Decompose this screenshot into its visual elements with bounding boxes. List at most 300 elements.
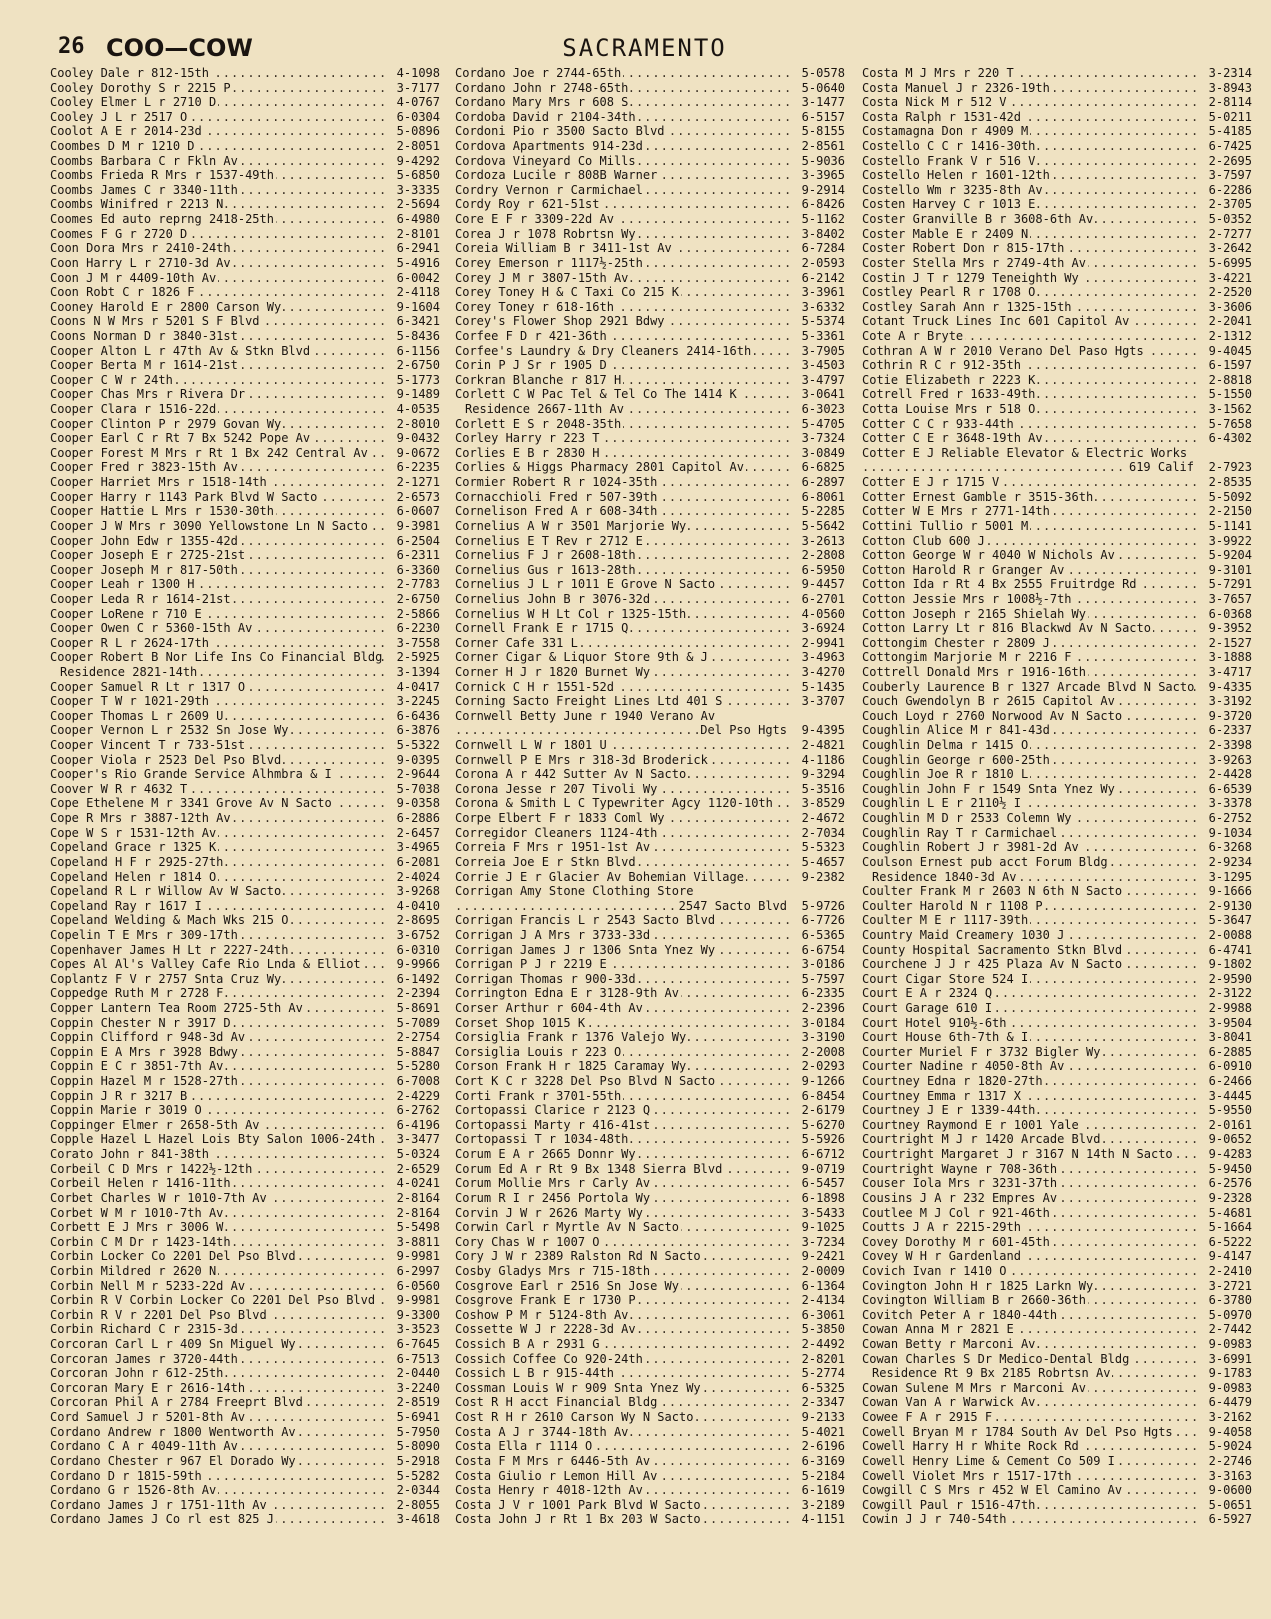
listing-name: Costley Pearl R r 1708 O	[862, 285, 1036, 300]
listing-entry	[455, 709, 845, 724]
listing-name: Corser Arthur r 604-4th Av	[455, 1001, 643, 1015]
listing-name: Corey Toney H & C Taxi Co 215 K	[455, 285, 679, 300]
listing-name: Cortopassi Clarice r 2123 Q	[455, 1103, 651, 1118]
listing-name: Cooper Chas Mrs r Rivera Dr	[50, 387, 246, 402]
phone-number: 9-1666	[1208, 884, 1252, 899]
listing-name: Cordano Mary Mrs r 608 S	[455, 95, 629, 110]
listing-entry	[455, 1147, 845, 1162]
listing-name: Cooley Dale r 812-15th	[50, 66, 209, 80]
listing-entry	[455, 1016, 845, 1031]
phone-number: 5-1550	[1208, 387, 1252, 402]
phone-number: 9-2133	[801, 1410, 845, 1425]
listing-name: Courtright Margaret J r 3167 N 14th N Sacto	[862, 1147, 1173, 1162]
listing-entry	[455, 826, 845, 841]
listing-entry	[455, 811, 845, 826]
listing-entry	[50, 1030, 440, 1045]
listing-entry	[455, 154, 845, 169]
phone-number: 6-0304	[396, 109, 440, 124]
listing-entry	[50, 1045, 440, 1060]
listing-name: Copes Al Al's Valley Cafe Rio Lnda & Elliot	[50, 957, 361, 972]
phone-number: 6-7513	[396, 1351, 440, 1366]
listing-name: Coulter Harold N r 1108 P	[862, 898, 1043, 913]
listing-name: Court House 6th-7th & I	[862, 1030, 1029, 1045]
listing-name: Costa J V r 1001 Park Blvd W Sacto	[455, 1497, 701, 1512]
listing-entry	[455, 957, 845, 972]
listing-entry	[862, 767, 1252, 782]
phone-number: 6-3360	[396, 562, 440, 577]
listing-entry	[455, 694, 845, 709]
listing-name: Cotton Joseph r 2165 Shielah Wy	[862, 606, 1086, 621]
listing-entry	[455, 534, 845, 549]
listing-name: Cossette W J r 2228-3d Av	[455, 1322, 636, 1337]
listing-name: Cowan Anna M r 2821 E	[862, 1322, 1014, 1337]
phone-number: 6-8061	[801, 489, 845, 504]
phone-number: 6-1364	[801, 1278, 845, 1293]
listing-entry	[50, 110, 440, 125]
listing-entry	[50, 373, 440, 388]
listing-entry	[862, 694, 1252, 709]
listing-name: Cotant Truck Lines Inc 601 Capitol Av	[862, 314, 1130, 329]
phone-number: 6-4479	[1208, 1395, 1252, 1410]
listing-entry	[862, 1293, 1252, 1308]
phone-number: 3-2721	[1208, 1278, 1252, 1293]
phone-number: 2-9941	[801, 635, 845, 650]
listing-name: Costa Ella r 1114 O	[455, 1439, 593, 1454]
phone-number: 5-2774	[801, 1366, 845, 1381]
phone-number: 5-8847	[396, 1044, 440, 1059]
phone-number: 2-2150	[1208, 504, 1252, 519]
phone-number: 6-7008	[396, 1074, 440, 1089]
listing-name: Cooper Joseph E r 2725-21st	[50, 548, 246, 563]
listing-name: Costa Ralph r 1531-42d	[862, 109, 1021, 124]
listing-name: Corum E A r 2665 Donnr Wy	[455, 1147, 636, 1162]
listing-name: Cordova Apartments 914-23d	[455, 139, 643, 154]
phone-number: 4-1098	[396, 66, 440, 80]
phone-number: 2-7277	[1208, 226, 1252, 241]
listing-entry	[455, 1030, 845, 1045]
listing-entry	[50, 694, 440, 709]
column-2	[455, 66, 845, 1527]
listing-entry	[455, 1001, 845, 1016]
listing-name: Cotter C E r 3648-19th Av	[862, 431, 1043, 446]
phone-number: 6-2337	[1208, 723, 1252, 738]
phone-number: 2-8519	[396, 1395, 440, 1410]
phone-number: 3-3965	[801, 168, 845, 183]
listing-entry	[50, 1191, 440, 1206]
listing-name: Cowee F A r 2915 F	[862, 1410, 993, 1425]
phone-number: 6-2762	[396, 1103, 440, 1118]
phone-number: 6-2335	[801, 986, 845, 1001]
phone-number: 5-5323	[801, 840, 845, 855]
phone-number: 4-0241	[396, 1176, 440, 1191]
listing-entry	[862, 1045, 1252, 1060]
listing-name: Costa Giulio r Lemon Hill Av	[455, 1468, 658, 1483]
listing-name: Courtright M J r 1420 Arcade Blvd	[862, 1132, 1101, 1147]
phone-number: 2-6179	[801, 1103, 845, 1118]
listing-entry	[862, 358, 1252, 373]
phone-number: 9-2421	[801, 1249, 845, 1264]
phone-number: 5-8691	[396, 1001, 440, 1015]
listing-name: Coster Mable E r 2409 N	[862, 226, 1029, 241]
listing-entry	[862, 563, 1252, 578]
listing-entry	[862, 855, 1252, 870]
listing-entry	[862, 913, 1252, 928]
listing-name: Cottrell Donald Mrs r 1916-16th	[862, 664, 1086, 679]
phone-number: 6-8454	[801, 1088, 845, 1103]
listing-entry	[50, 1454, 440, 1469]
listing-entry	[862, 227, 1252, 242]
listing-entry	[862, 1381, 1252, 1396]
listing-entry	[862, 972, 1252, 987]
phone-number: 3-2162	[1208, 1410, 1252, 1425]
phone-number: 3-3335	[396, 182, 440, 197]
phone-number: 5-9024	[1208, 1439, 1252, 1454]
listing-entry	[862, 417, 1252, 432]
listing-entry	[455, 650, 845, 665]
listing-name: Cooney Harold E r 2800 Carson Wy	[50, 299, 282, 314]
phone-number: 6-2230	[396, 621, 440, 636]
listing-entry	[862, 1147, 1252, 1162]
listing-entry	[50, 124, 440, 139]
phone-number: 6-1156	[396, 343, 440, 358]
phone-number: 6-2235	[396, 460, 440, 475]
listing-name: Coppin E C r 3851-7th Av	[50, 1059, 224, 1074]
listing-entry	[455, 285, 845, 300]
listing-name: Cornelius F J r 2608-18th	[455, 548, 636, 563]
listing-entry	[862, 592, 1252, 607]
phone-number: 2-8561	[801, 139, 845, 154]
listing-entry	[50, 650, 440, 665]
phone-number: 2-9130	[1208, 898, 1252, 913]
phone-number: 2-4118	[396, 285, 440, 300]
phone-number: 5-9726	[801, 898, 845, 913]
listing-name: Corin P J Sr r 1905 D	[455, 358, 607, 373]
listing-entry	[455, 344, 845, 359]
phone-number: 6-0607	[396, 504, 440, 519]
listing-name: Cossich L B r 915-44th	[455, 1366, 614, 1381]
phone-number: 2-2394	[396, 986, 440, 1001]
listing-entry	[50, 446, 440, 461]
listing-name: Correia Joe E r Stkn Blvd	[455, 854, 636, 869]
listing-entry	[455, 197, 845, 212]
listing-entry	[862, 168, 1252, 183]
listing-name: Costamagna Don r 4909 M	[862, 124, 1029, 139]
phone-number: 2-8051	[396, 139, 440, 154]
listing-entry	[50, 1176, 440, 1191]
listing-entry	[455, 1483, 845, 1498]
listing-name: Courtney J E r 1339-44th	[862, 1103, 1036, 1118]
listing-name: Cosgrove Frank E r 1730 P	[455, 1293, 636, 1308]
phone-number: 5-0970	[1208, 1307, 1252, 1322]
listing-name: Coster Stella Mrs r 2749-4th Av	[862, 255, 1086, 270]
listing-name: Couser Iola Mrs r 3231-37th	[862, 1176, 1058, 1191]
listing-name: Corrigan P J r 2219 E	[455, 957, 607, 972]
listing-entry	[50, 402, 440, 417]
phone-number: 3-3477	[396, 1132, 440, 1147]
listing-name: Cornelius A W r 3501 Marjorie Wy	[455, 518, 687, 533]
phone-number: 5-7291	[1208, 577, 1252, 592]
listing-name: Corrigan James J r 1306 Snta Ynez Wy	[455, 942, 716, 957]
listing-entry	[455, 1381, 845, 1396]
listing-name: Corrigan Thomas r 900-33d	[455, 971, 636, 986]
phone-number: 2-2396	[801, 1001, 845, 1015]
listing-name: Corning Sacto Freight Lines Ltd 401 S	[455, 694, 723, 709]
listing-entry	[50, 870, 440, 885]
listing-entry	[50, 840, 440, 855]
phone-number: 9-9981	[396, 1293, 440, 1308]
phone-number: 5-4705	[801, 416, 845, 431]
phone-number: 6-3169	[801, 1453, 845, 1468]
listing-entry	[455, 607, 845, 622]
listing-entry	[455, 1366, 845, 1381]
phone-number: 3-1562	[1208, 402, 1252, 417]
listing-entry	[50, 1410, 440, 1425]
listing-entry	[50, 139, 440, 154]
phone-number: 3-5433	[801, 1205, 845, 1220]
phone-number: 6-6754	[801, 942, 845, 957]
phone-number: 5-9204	[1208, 548, 1252, 563]
phone-number: 3-6332	[801, 299, 845, 314]
phone-number: 2-0088	[1208, 927, 1252, 942]
phone-number: 9-1783	[1208, 1366, 1252, 1381]
listing-entry	[862, 1498, 1252, 1513]
listing-entry	[455, 431, 845, 446]
phone-number: 9-2328	[1208, 1190, 1252, 1205]
phone-number: 6-7726	[801, 913, 845, 928]
listing-name: Coon Robt C r 1826 F	[50, 285, 195, 300]
listing-name: Coomes Ed auto reprng 2418-25th	[50, 212, 274, 227]
listing-entry	[862, 271, 1252, 286]
listing-name: Cordano John r 2748-65th	[455, 80, 629, 95]
listing-name: Cooper Forest M Mrs r Rt 1 Bx 242 Central Av	[50, 445, 368, 460]
listing-name: Covington William B r 2660-36th	[862, 1293, 1086, 1308]
phone-number: 3-2613	[801, 533, 845, 548]
phone-number: 9-4283	[1208, 1147, 1252, 1162]
listing-name: Corato John r 841-38th	[50, 1147, 209, 1162]
listing-entry	[862, 1001, 1252, 1016]
listing-name: Coons Norman D r 3840-31st	[50, 328, 238, 343]
phone-number: 6-2941	[396, 241, 440, 256]
listing-entry	[455, 1074, 845, 1089]
listing-name: Cope R Mrs r 3887-12th Av	[50, 811, 231, 826]
phone-number: 6-5325	[801, 1380, 845, 1395]
listing-name: Cort K C r 3228 Del Pso Blvd N Sacto	[455, 1074, 716, 1089]
phone-number: 5-8155	[801, 124, 845, 139]
listing-name: Cotie Elizabeth r 2223 K	[862, 372, 1036, 387]
listing-name: Cornwell Betty June r 1940 Verano Av	[455, 708, 716, 723]
listing-entry	[50, 1220, 440, 1235]
listing-name: Courtright Wayne r 708-36th	[862, 1161, 1058, 1176]
listing-name: Cotrell Fred r 1633-49th	[862, 387, 1036, 402]
listing-entry	[50, 460, 440, 475]
phone-number: 5-8436	[396, 328, 440, 343]
listing-name: Cooper Alton L r 47th Av & Stkn Blvd	[50, 343, 311, 358]
listing-name: Cotter Ernest Gamble r 3515-36th	[862, 489, 1094, 504]
listing-entry	[455, 548, 845, 563]
listing-name: Cost R H acct Financial Bldg	[455, 1395, 658, 1410]
listing-name: Copeland Grace r 1325 K	[50, 840, 217, 855]
listing-name: Coughlin Joe R r 1810 L	[862, 767, 1029, 782]
phone-number: 9-1266	[801, 1074, 845, 1089]
phone-number: 5-7658	[1208, 416, 1252, 431]
listing-name: Court Hotel 910½-6th	[862, 1015, 1007, 1030]
listing-name: Cotter W E Mrs r 2771-14th	[862, 504, 1050, 519]
listing-entry	[50, 66, 440, 81]
phone-number: 5-1773	[396, 372, 440, 387]
listing-name: Corrie J E r Glacier Av Bohemian Village	[455, 869, 744, 884]
listing-entry	[862, 1059, 1252, 1074]
phone-number: 6-1597	[1208, 358, 1252, 373]
phone-number: 3-3163	[1208, 1468, 1252, 1483]
phone-number: 2-2041	[1208, 314, 1252, 329]
listing-name: Coughlin Robert J r 3981-2d Av	[862, 840, 1079, 855]
listing-entry	[50, 811, 440, 826]
listing-entry	[50, 1147, 440, 1162]
listing-entry	[455, 1454, 845, 1469]
phone-number: 5-5322	[396, 738, 440, 753]
phone-number: 3-3523	[396, 1322, 440, 1337]
listing-entry	[50, 344, 440, 359]
phone-number: 9-4045	[1208, 343, 1252, 358]
listing-name: Cordano Andrew r 1800 Wentworth Av	[50, 1424, 296, 1439]
phone-number: 6-3061	[801, 1307, 845, 1322]
phone-number: 5-1435	[801, 679, 845, 694]
listing-name: Cotton Ida r Rt 4 Bx 2555 Fruitrdge Rd	[862, 577, 1137, 592]
listing-entry	[455, 519, 845, 534]
phone-number: 2-5866	[396, 606, 440, 621]
listing-name: Corbeil Helen r 1416-11th	[50, 1176, 231, 1191]
listing-entry	[862, 1074, 1252, 1089]
listing-name: Corlies E B r 2830 H	[455, 445, 600, 460]
phone-number: 2-1312	[1208, 328, 1252, 343]
listing-name: Cotton Club 600 J	[862, 533, 985, 548]
listing-name: Cooper Harry r 1143 Park Blvd W Sacto	[50, 489, 318, 504]
listing-entry	[862, 1439, 1252, 1454]
listing-entry	[455, 767, 845, 782]
phone-number: 5-2184	[801, 1468, 845, 1483]
listing-name: Cowan Sulene M Mrs r Marconi Av	[862, 1380, 1086, 1395]
listing-entry	[50, 577, 440, 592]
phone-number: 9-4058	[1208, 1424, 1252, 1439]
listing-name: Cosby Gladys Mrs r 715-18th	[455, 1263, 651, 1278]
listing-name: Residence 2667-11th Av	[455, 402, 626, 417]
listing-name: Coombs James C r 3340-11th	[50, 182, 238, 197]
listing-name: Cothran A W r 2010 Verano Del Paso Hgts	[862, 343, 1144, 358]
listing-entry	[862, 1132, 1252, 1147]
listing-name: Cooley Dorothy S r 2215 P	[50, 80, 231, 95]
listing-name: Corbet Charles W r 1010-7th Av	[50, 1190, 267, 1205]
phone-number: 9-1034	[1208, 825, 1252, 840]
phone-number: 6-6436	[396, 708, 440, 723]
listing-entry	[50, 928, 440, 943]
listing-entry	[862, 212, 1252, 227]
phone-number: 9-0672	[396, 445, 440, 460]
listing-entry	[862, 680, 1252, 695]
listing-entry	[50, 300, 440, 315]
listing-name: Cowan Van A r Warwick Av	[862, 1395, 1036, 1410]
phone-number: 5-5092	[1208, 489, 1252, 504]
listing-entry	[862, 534, 1252, 549]
listing-name: Corley Harry r 223 T	[455, 431, 600, 446]
phone-number: 6-4196	[396, 1117, 440, 1132]
listing-entry	[50, 197, 440, 212]
listing-name: Costa A J r 3744-18th Av	[455, 1424, 629, 1439]
listing-name: Corrigan Amy Stone Clothing Store	[455, 884, 694, 899]
listing-entry	[862, 66, 1252, 81]
listing-entry	[50, 314, 440, 329]
listing-name: Del Pso Hgts	[700, 723, 787, 738]
listing-name: Court E A r 2324 Q	[862, 986, 993, 1001]
phone-number: 9-0983	[1208, 1337, 1252, 1352]
listing-entry	[50, 782, 440, 797]
phone-number: 9-0600	[1208, 1483, 1252, 1498]
listing-entry	[862, 446, 1252, 461]
phone-number: 5-5282	[396, 1468, 440, 1483]
phone-number: 5-1664	[1208, 1220, 1252, 1235]
phone-number: 3-3707	[801, 694, 845, 709]
phone-number: 5-4185	[1208, 124, 1252, 139]
phone-number: 6-0560	[396, 1278, 440, 1293]
phone-number: 6-5365	[801, 927, 845, 942]
listing-name: Courter Nadine r 4050-8th Av	[862, 1059, 1065, 1074]
phone-number: 9-9981	[396, 1249, 440, 1264]
phone-number: 4-1186	[801, 752, 845, 767]
phone-number: 3-4717	[1208, 664, 1252, 679]
phone-number: 6-1492	[396, 971, 440, 986]
phone-number: 3-4618	[396, 1512, 440, 1527]
listing-name: Coreia William B r 3411-1st Av	[455, 241, 672, 256]
listing-name: Cord Samuel J r 5201-8th Av	[50, 1410, 246, 1425]
listing-entry	[862, 519, 1252, 534]
listing-name: Coughlin Alice M r 841-43d	[862, 723, 1050, 738]
listing-entry	[50, 723, 440, 738]
phone-number: 3-8041	[1208, 1030, 1252, 1045]
phone-number: 3-6924	[801, 621, 845, 636]
phone-number: 5-0896	[396, 124, 440, 139]
listing-name: Cowell Harry H r White Rock Rd	[862, 1439, 1079, 1454]
phone-number: 6-7425	[1208, 139, 1252, 154]
phone-number: 9-1489	[396, 387, 440, 402]
listing-entry	[50, 271, 440, 286]
listing-entry	[862, 1220, 1252, 1235]
listing-name: Cooper Joseph M r 817-50th	[50, 562, 238, 577]
listing-name: Costen Harvey C r 1013 E	[862, 197, 1036, 212]
listing-name: Cooper C W r 24th	[50, 372, 173, 387]
listing-name: Cordano G r 1526-8th Av	[50, 1483, 217, 1498]
listing-name: Coulter M E r 1117-39th	[862, 913, 1029, 928]
listing-name: Coulter Frank M r 2603 N 6th N Sacto	[862, 884, 1123, 899]
listing-name: Cossich B A r 2931 G	[455, 1337, 600, 1352]
listing-entry	[862, 957, 1252, 972]
listing-entry	[862, 95, 1252, 110]
listing-name: Cordoba David r 2104-34th	[455, 109, 636, 124]
listing-entry	[455, 870, 845, 885]
listing-entry	[862, 1191, 1252, 1206]
listing-entry	[50, 1235, 440, 1250]
listing-entry	[455, 387, 845, 402]
phone-number: 3-0849	[801, 445, 845, 460]
listing-name: Cory Chas W r 1007 O	[455, 1234, 600, 1249]
listing-name: Coppinger Elmer r 2658-5th Av	[50, 1117, 260, 1132]
listing-entry	[50, 607, 440, 622]
listing-name: Coons N W Mrs r 5201 S F Blvd	[50, 314, 260, 329]
phone-number: 2-8535	[1208, 475, 1252, 490]
listing-name: Covey Dorothy M r 601-45th	[862, 1234, 1050, 1249]
listing-entry	[455, 680, 845, 695]
phone-number: 3-8811	[396, 1234, 440, 1249]
listing-name: Coster Granville B r 3608-6th Av	[862, 212, 1094, 227]
listing-entry	[50, 1439, 440, 1454]
